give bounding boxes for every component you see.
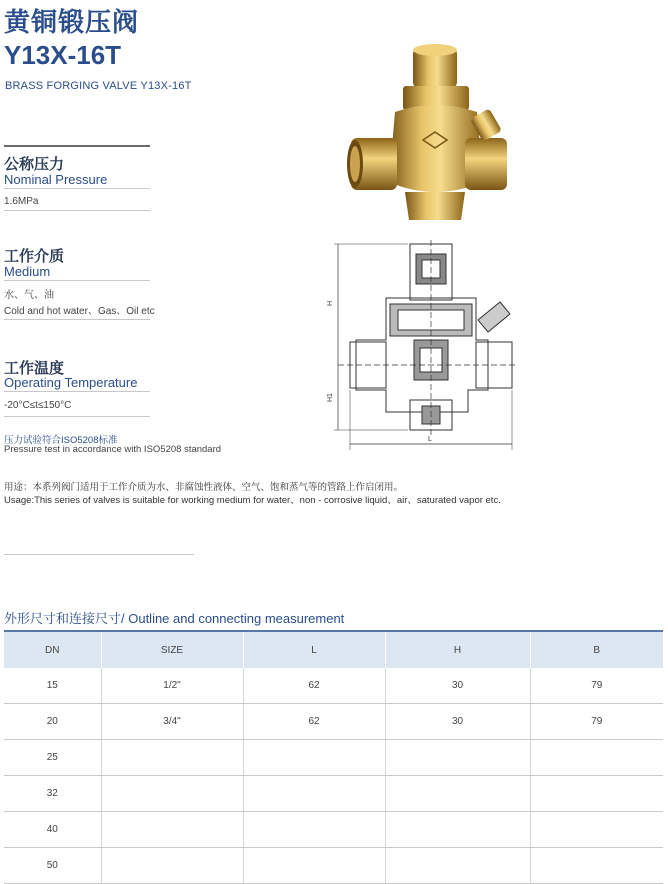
- section-divider: [4, 210, 150, 211]
- dimension-label-h: H: [327, 300, 334, 306]
- cell-h: [385, 812, 530, 848]
- cell-h: [385, 776, 530, 812]
- spec-value: -20°C≤t≤150°C: [4, 400, 72, 411]
- column-header-size: SIZE: [101, 631, 243, 668]
- pressure-test-en: Pressure test in accordance with ISO5208 standard: [4, 444, 222, 455]
- column-header-l: L: [243, 631, 385, 668]
- valve-photo: [345, 42, 515, 224]
- cell-l: [243, 812, 385, 848]
- spec-label-cn: 工作介质: [4, 248, 65, 265]
- valve-cross-section-diagram: [328, 240, 518, 456]
- section-divider: [4, 416, 150, 417]
- cell-h: 30: [385, 668, 530, 704]
- dimensions-table: [4, 630, 663, 884]
- page-subtitle: BRASS FORGING VALVE Y13X-16T: [5, 80, 192, 92]
- table-header-row: [4, 631, 663, 668]
- cell-l: 62: [243, 668, 385, 704]
- cell-b: [530, 848, 663, 884]
- cell-dn: 25: [4, 740, 101, 776]
- dimension-label-l: L: [428, 436, 432, 443]
- cell-dn: 15: [4, 668, 101, 704]
- pressure-test-cn: 压力试验符合ISO5208标准: [4, 435, 118, 446]
- cell-size: [101, 740, 243, 776]
- spec-value: 水、气、油: [4, 290, 54, 301]
- cell-h: [385, 740, 530, 776]
- section-divider: [4, 188, 150, 189]
- cell-h: 30: [385, 704, 530, 740]
- table-row: [4, 740, 663, 776]
- spec-label-cn: 工作温度: [4, 360, 65, 377]
- table-row: [4, 668, 663, 704]
- cell-b: 79: [530, 704, 663, 740]
- spec-label-en: Medium: [4, 264, 51, 279]
- spec-label-cn: 公称压力: [4, 156, 65, 173]
- cell-size: 3/4": [101, 704, 243, 740]
- section-divider: [4, 145, 150, 147]
- cell-h: [385, 848, 530, 884]
- spec-label-en: Operating Temperature: [4, 375, 138, 390]
- cell-size: [101, 848, 243, 884]
- cell-size: [101, 812, 243, 848]
- dimension-label-h1: H1: [327, 393, 334, 402]
- cell-b: [530, 812, 663, 848]
- column-header-dn: DN: [4, 631, 101, 668]
- model-number: Y13X-16T: [4, 40, 122, 70]
- cell-dn: 50: [4, 848, 101, 884]
- cell-l: 62: [243, 704, 385, 740]
- section-divider: [4, 280, 150, 281]
- usage-cn: 用途：本系列阀门适用于工作介质为水、非腐蚀性液体、空气、饱和蒸气等的管路上作启闭用。: [4, 482, 404, 493]
- section-divider: [4, 319, 150, 320]
- table-row: [4, 848, 663, 884]
- table-row: [4, 704, 663, 740]
- cell-b: [530, 776, 663, 812]
- table-row: [4, 812, 663, 848]
- spec-value-en: Cold and hot water、Gas、Oil etc: [4, 306, 155, 317]
- section-divider: [4, 391, 150, 392]
- cell-size: 1/2": [101, 668, 243, 704]
- section-divider: [4, 554, 194, 555]
- cell-dn: 20: [4, 704, 101, 740]
- cell-b: 79: [530, 668, 663, 704]
- spec-label-en: Nominal Pressure: [4, 172, 108, 187]
- usage-en: Usage:This series of valves is suitable for working medium for water、non - corrosive liquid、air、saturated vapor etc.: [4, 495, 501, 506]
- cell-dn: 32: [4, 776, 101, 812]
- spec-value: 1.6MPa: [4, 196, 39, 207]
- table-row: [4, 776, 663, 812]
- dimensions-title: 外形尺寸和连接尺寸/ Outline and connecting measurement: [4, 611, 345, 626]
- cell-l: [243, 848, 385, 884]
- column-header-b: B: [530, 631, 663, 668]
- cell-b: [530, 740, 663, 776]
- page-title: 黄铜锻压阀: [4, 7, 140, 37]
- cell-dn: 40: [4, 812, 101, 848]
- cell-size: [101, 776, 243, 812]
- cell-l: [243, 776, 385, 812]
- cell-l: [243, 740, 385, 776]
- column-header-h: H: [385, 631, 530, 668]
